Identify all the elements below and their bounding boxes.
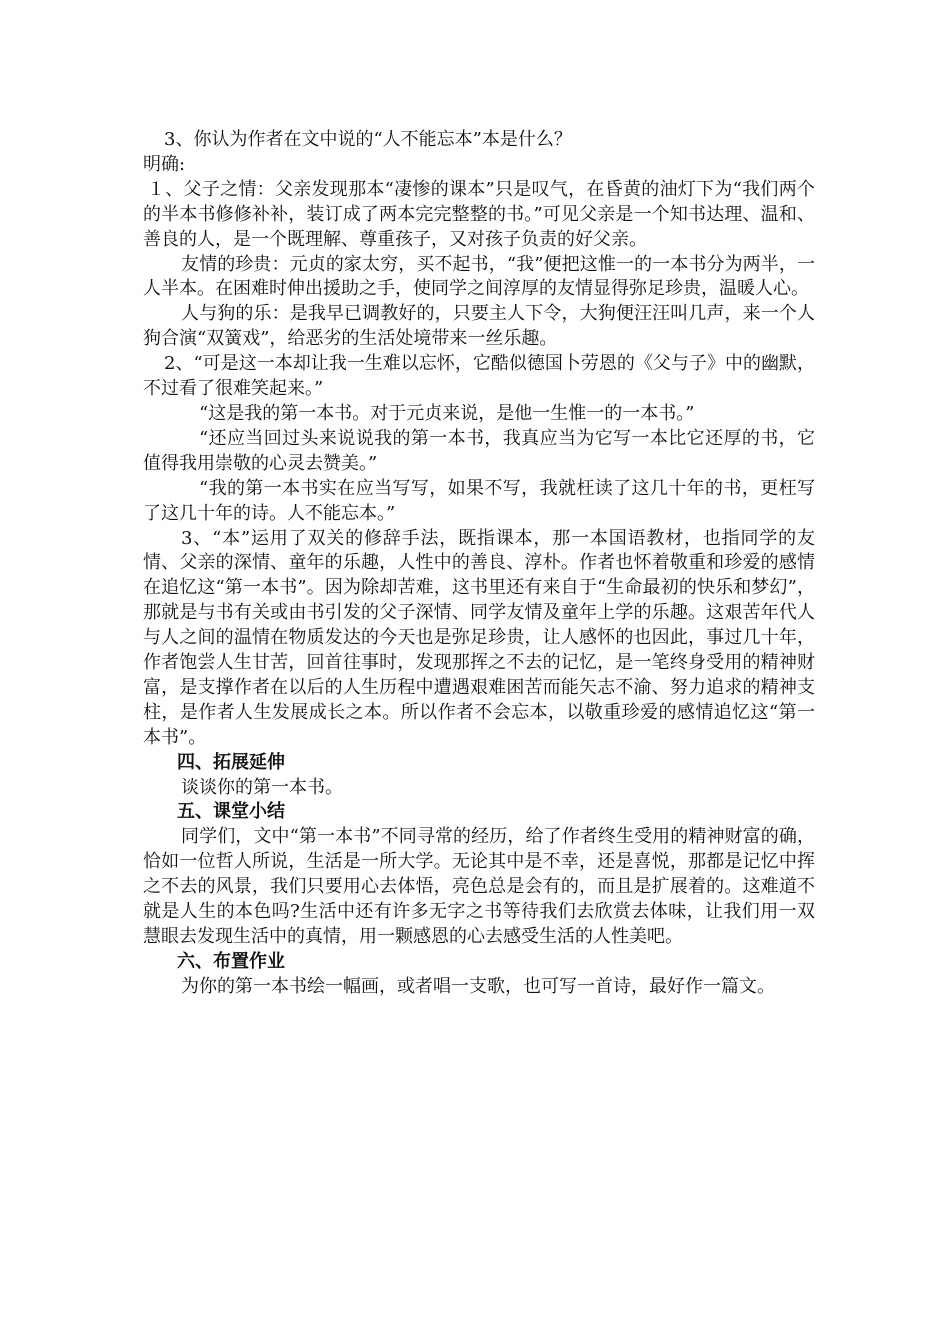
answer-label: 明确: bbox=[143, 153, 186, 175]
section-4-body: 谈谈你的第一本书。 bbox=[181, 776, 343, 798]
document-page bbox=[143, 128, 815, 1000]
answer-father-son: １、父子之情：父亲发现那本“凄惨的课本”只是叹气，在昏黄的油灯下为“我们两个的半本书修修补补，装订成了两本完完整整的书。”可见父亲是一个知书达理、温和、善良的人，是一个既理解、尊重孩子，又对孩子负责的好父亲。 bbox=[143, 178, 815, 250]
quote-look-back: “还应当回过头来说说我的第一本书，我真应当为它写一本比它还厚的书，它值得我用崇敬的心灵去赞美。” bbox=[143, 427, 815, 474]
section-6-body: 为你的第一本书绘一幅画，或者唱一支歌，也可写一首诗，最好作一篇文。 bbox=[181, 975, 775, 997]
section-5-heading: 五、课堂小结 bbox=[177, 801, 285, 823]
question-3: 3、你认为作者在文中说的“人不能忘本”本是什么？ bbox=[164, 129, 572, 150]
quote-should-write: “我的第一本书实在应当写写，如果不写，我就枉读了这几十年的书，更枉写了这几十年的诗。人不能忘本。” bbox=[143, 477, 815, 524]
quote-first-book: “这是我的第一本书。对于元贞来说，是他一生惟一的一本书。” bbox=[199, 402, 695, 424]
section-4-heading: 四、拓展延伸 bbox=[177, 751, 285, 773]
point-2-quote: 2、“可是这一本却让我一生难以忘怀，它酷似德国卜劳恩的《父与子》中的幽默，不过看了很难笑起来。” bbox=[143, 353, 815, 400]
section-5-body: 同学们，文中“第一本书”不同寻常的经历，给了作者终生受用的精神财富的确，恰如一位哲人所说，生活是一所大学。无论其中是不幸，还是喜悦，那都是记忆中挥之不去的风景，我们只要用心去体悟，亮色总是会有的，而且是扩展着的。这难道不就是人生的本色吗?生活中还有许多无字之书等待我们去欣赏去体味，让我们用一双慧眼去发现生活中的真情，用一颗感恩的心去感受生活的人性美吧。 bbox=[143, 826, 815, 947]
answer-dog: 人与狗的乐：是我早已调教好的，只要主人下令，大狗便汪汪叫几声，来一个人狗合演“双簧戏”，给恶劣的生活处境带来一丝乐趣。 bbox=[143, 303, 815, 350]
section-6-heading: 六、布置作业 bbox=[177, 950, 285, 972]
answer-friendship: 友情的珍贵：元贞的家太穷，买不起书，“我”便把这惟一的一本书分为两半，一人半本。在困难时伸出援助之手，使同学之间淳厚的友情显得弥足珍贵，温暖人心。 bbox=[143, 253, 815, 300]
point-3-analysis: 3、“本”运用了双关的修辞手法，既指课本，那一本国语教材，也指同学的友情、父亲的深情、童年的乐趣，人性中的善良、淳朴。作者也怀着敬重和珍爱的感情在追忆这“第一本书”。因为除却苦难，这书里还有来自于“生命最初的快乐和梦幻”，那就是与书有关或由书引发的父子深情、同学友情及童年上学的乐趣。这艰苦年代人与人之间的温情在物质发达的今天也是弥足珍贵，让人感怀的也因此，事过几十年，作者饱尝人生甘苦，回首往事时，发现那挥之不去的记忆，是一笔终身受用的精神财富，是支撑作者在以后的人生历程中遭遇艰难困苦而能矢志不渝、努力追求的精神支柱，是作者人生发展成长之本。所以作者不会忘本，以敬重珍爱的感情追忆这“第一本书”。 bbox=[143, 527, 815, 748]
